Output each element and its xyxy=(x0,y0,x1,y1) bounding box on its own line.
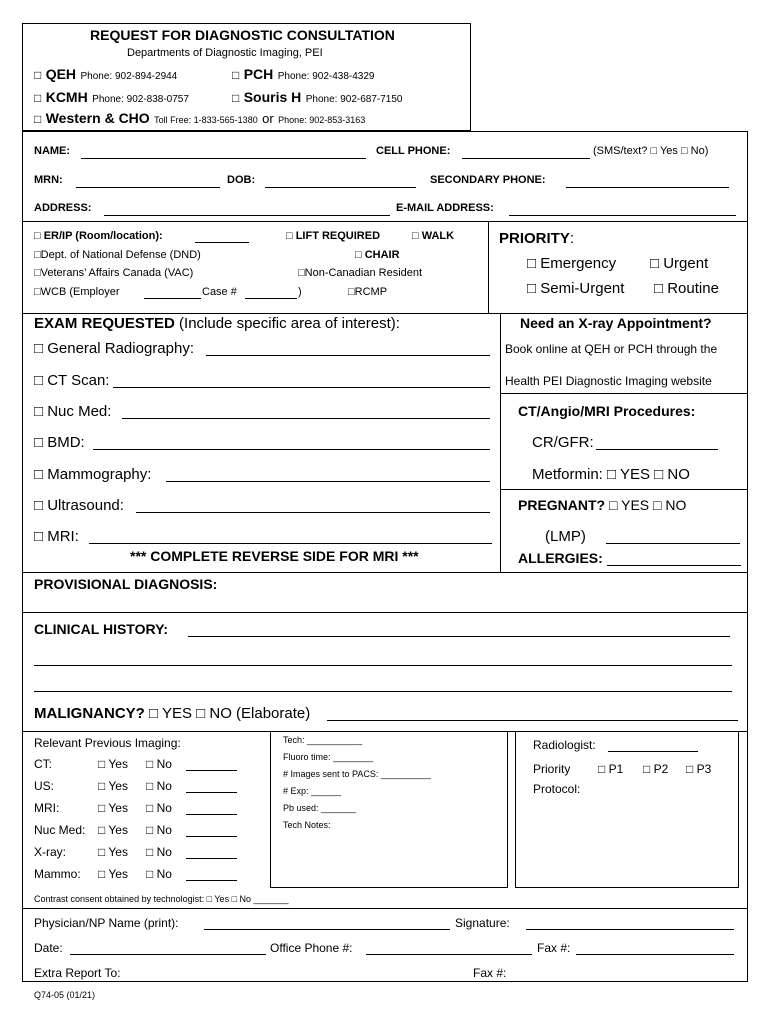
lmp-field[interactable] xyxy=(606,543,740,544)
extra-fax-label: Fax #: xyxy=(473,966,507,980)
previous-imaging-detail-field[interactable] xyxy=(186,792,237,793)
address-label: ADDRESS: xyxy=(34,202,92,214)
tech-notes-label: Tech Notes: xyxy=(283,820,331,830)
western-or: or xyxy=(262,111,274,126)
exam-ultrasound-field[interactable] xyxy=(136,512,490,513)
exam-heading-label: EXAM REQUESTED xyxy=(34,315,175,332)
mrn-label: MRN: xyxy=(34,174,63,186)
email-field[interactable] xyxy=(509,215,736,216)
exam-nuc-med-field[interactable] xyxy=(122,418,490,419)
site-pch-option[interactable] xyxy=(232,67,374,83)
clinical-history-label: CLINICAL HISTORY: xyxy=(34,621,169,637)
kcmh-checkbox[interactable]: □ xyxy=(34,91,42,105)
allergies-field[interactable] xyxy=(607,565,741,566)
site-souris-option[interactable] xyxy=(232,90,402,106)
divider-diagnosis-top xyxy=(22,572,748,573)
priority-colon: : xyxy=(569,230,575,247)
exam-general-radiography-field[interactable] xyxy=(206,355,490,356)
cr-gfr-label: CR/GFR: xyxy=(532,434,594,451)
form-subtitle: Departments of Diagnostic Imaging, PEI xyxy=(127,47,323,59)
malignancy-label: MALIGNANCY? xyxy=(34,705,145,722)
address-field[interactable] xyxy=(104,215,390,216)
radiologist-field[interactable] xyxy=(608,751,698,752)
previous-imaging-heading: Relevant Previous Imaging: xyxy=(34,736,181,750)
qeh-checkbox[interactable]: □ xyxy=(34,68,42,82)
cell-phone-label: CELL PHONE: xyxy=(376,145,451,157)
secondary-phone-label: SECONDARY PHONE: xyxy=(430,174,546,186)
fluoro-time-field[interactable]: Fluoro time: ________ xyxy=(283,752,374,762)
priority-p2-option[interactable]: □ P2 xyxy=(643,762,669,776)
dnd-option[interactable]: □Dept. of National Defense (DND) xyxy=(34,249,201,261)
exam-mammography-option[interactable]: □ Mammography: xyxy=(34,466,152,483)
malignancy-elaborate-field[interactable] xyxy=(327,720,738,721)
xray-booking-line2: Health PEI Diagnostic Imaging website xyxy=(505,374,712,388)
divider-exam-top xyxy=(22,313,748,314)
clinical-history-line3[interactable] xyxy=(34,691,732,692)
divider-pregnancy-top xyxy=(500,489,748,490)
exam-heading xyxy=(34,316,400,331)
clinical-history-line1[interactable] xyxy=(188,636,730,637)
previous-imaging-yes-option[interactable]: □ Yes xyxy=(98,801,128,815)
previous-imaging-yes-option[interactable]: □ Yes xyxy=(98,757,128,771)
name-field[interactable] xyxy=(81,158,366,159)
priority-p1-option[interactable]: □ P1 xyxy=(598,762,624,776)
radiologist-priority-label: Priority xyxy=(533,762,571,776)
clinical-history-line2[interactable] xyxy=(34,665,732,666)
sms-option[interactable]: (SMS/text? □ Yes □ No) xyxy=(593,145,709,157)
western-tollfree: Toll Free: 1-833-565-1380 xyxy=(154,115,258,125)
allergies-label: ALLERGIES: xyxy=(518,550,603,566)
cr-gfr-field[interactable] xyxy=(596,449,718,450)
rcmp-option[interactable]: □RCMP xyxy=(348,286,388,298)
divider-physician-top xyxy=(22,908,748,909)
souris-label: Souris H xyxy=(243,89,302,105)
cell-phone-field[interactable] xyxy=(462,158,590,159)
physician-name-field[interactable] xyxy=(204,929,450,930)
exam-nuc-med-option[interactable]: □ Nuc Med: xyxy=(34,403,112,420)
vac-option[interactable]: □Veterans’ Affairs Canada (VAC) xyxy=(34,267,194,279)
priority-urgent-option[interactable]: □ Urgent xyxy=(650,255,709,272)
form-title: REQUEST FOR DIAGNOSTIC CONSULTATION xyxy=(90,27,395,43)
pb-used-field[interactable]: Pb used: _______ xyxy=(283,803,357,813)
walk-option[interactable]: □ WALK xyxy=(412,230,455,242)
email-label: E-MAIL ADDRESS: xyxy=(396,202,494,214)
dob-label: DOB: xyxy=(227,174,256,186)
fax-field[interactable] xyxy=(576,954,734,955)
signature-label: Signature: xyxy=(455,916,510,930)
name-label: NAME: xyxy=(34,145,71,157)
provisional-diagnosis-label: PROVISIONAL DIAGNOSIS: xyxy=(34,576,218,592)
malignancy-question[interactable] xyxy=(34,706,310,721)
previous-imaging-no-option[interactable]: □ No xyxy=(146,779,172,793)
wcb-close-paren: ) xyxy=(298,286,302,298)
pregnant-question[interactable] xyxy=(518,498,686,512)
divider-history-top xyxy=(22,612,748,613)
dob-field[interactable] xyxy=(265,187,416,188)
images-sent-field[interactable]: # Images sent to PACS: __________ xyxy=(283,769,431,779)
kcmh-phone: Phone: 902-838-0757 xyxy=(92,94,189,105)
lift-required-option[interactable]: □ LIFT REQUIRED xyxy=(286,230,381,242)
exam-ct-option[interactable]: □ CT Scan: xyxy=(34,372,110,389)
exam-bmd-option[interactable]: □ BMD: xyxy=(34,434,85,451)
secondary-phone-field[interactable] xyxy=(566,187,729,188)
western-label: Western & CHO xyxy=(45,110,150,126)
priority-p3-option[interactable]: □ P3 xyxy=(686,762,712,776)
previous-imaging-detail-field[interactable] xyxy=(186,858,237,859)
er-ip-location-field[interactable] xyxy=(195,242,249,243)
previous-imaging-no-option[interactable]: □ No xyxy=(146,845,172,859)
site-western-option[interactable] xyxy=(34,111,365,127)
kcmh-label: KCMH xyxy=(45,89,88,105)
exam-ultrasound-option[interactable]: □ Ultrasound: xyxy=(34,497,124,514)
exam-mri-field[interactable] xyxy=(89,543,492,544)
pregnant-options[interactable]: □ YES □ NO xyxy=(609,497,687,513)
previous-imaging-detail-field[interactable] xyxy=(186,836,237,837)
priority-heading xyxy=(499,231,574,246)
radiologist-label: Radiologist: xyxy=(533,738,596,752)
western-checkbox[interactable]: □ xyxy=(34,112,42,126)
wcb-option[interactable]: □WCB (Employer xyxy=(34,286,120,298)
metformin-option[interactable]: Metformin: □ YES □ NO xyxy=(532,466,690,483)
qeh-phone: Phone: 902-894-2944 xyxy=(80,71,178,82)
exam-mammography-field[interactable] xyxy=(166,481,490,482)
radiologist-box xyxy=(515,731,739,888)
chair-option[interactable]: □ CHAIR xyxy=(355,249,400,261)
priority-routine-option[interactable]: □ Routine xyxy=(654,280,719,297)
exam-bmd-field[interactable] xyxy=(93,449,490,450)
tech-field[interactable]: Tech: ___________ xyxy=(283,735,363,745)
priority-divider xyxy=(488,221,489,313)
form-code: Q74-05 (01/21) xyxy=(34,990,96,1000)
western-phone: Phone: 902-853-3163 xyxy=(278,115,366,125)
qeh-label: QEH xyxy=(45,66,77,82)
date-label: Date: xyxy=(34,941,63,955)
exam-general-radiography-option[interactable]: □ General Radiography: xyxy=(34,340,194,357)
site-kcmh-option[interactable] xyxy=(34,90,189,106)
previous-imaging-no-option[interactable]: □ No xyxy=(146,823,172,837)
previous-imaging-no-option[interactable]: □ No xyxy=(146,757,172,771)
wcb-case-label: Case # xyxy=(202,286,237,298)
previous-imaging-yes-option[interactable]: □ Yes xyxy=(98,823,128,837)
non-canadian-option[interactable]: □Non-Canadian Resident xyxy=(298,267,423,279)
mrn-field[interactable] xyxy=(76,187,220,188)
previous-imaging-detail-field[interactable] xyxy=(186,814,237,815)
previous-imaging-no-option[interactable]: □ No xyxy=(146,867,172,881)
previous-imaging-detail-field[interactable] xyxy=(186,880,237,881)
xray-booking-line1: Book online at QEH or PCH through the xyxy=(505,342,718,356)
exam-mri-option[interactable]: □ MRI: xyxy=(34,528,79,545)
date-field[interactable] xyxy=(70,954,266,955)
xray-appointment-heading: Need an X-ray Appointment? xyxy=(520,315,712,331)
wcb-case-field[interactable] xyxy=(245,298,297,299)
exam-right-divider xyxy=(500,313,501,572)
souris-checkbox[interactable]: □ xyxy=(232,91,240,105)
souris-phone: Phone: 902-687-7150 xyxy=(305,94,403,105)
contrast-consent-option[interactable]: Contrast consent obtained by technologist: □ Yes □ No _______ xyxy=(34,894,289,904)
exam-ct-field[interactable] xyxy=(113,387,490,388)
exam-heading-note: (Include specific area of interest): xyxy=(179,315,400,332)
previous-imaging-label: Mammo: xyxy=(34,867,81,881)
previous-imaging-no-option[interactable]: □ No xyxy=(146,801,172,815)
pregnant-label: PREGNANT? xyxy=(518,497,606,513)
site-qeh-option[interactable] xyxy=(34,67,177,83)
protocol-label: Protocol: xyxy=(533,782,581,796)
previous-imaging-label: US: xyxy=(34,779,55,793)
previous-imaging-label: MRI: xyxy=(34,801,60,815)
priority-label: PRIORITY xyxy=(499,230,570,247)
procedures-heading: CT/Angio/MRI Procedures: xyxy=(518,403,696,419)
previous-imaging-yes-option[interactable]: □ Yes xyxy=(98,867,128,881)
exposure-field[interactable]: # Exp: ______ xyxy=(283,786,342,796)
previous-imaging-label: X-ray: xyxy=(34,845,67,859)
malignancy-options[interactable]: □ YES □ NO (Elaborate) xyxy=(149,705,311,722)
pch-label: PCH xyxy=(243,66,274,82)
priority-semi-urgent-option[interactable]: □ Semi-Urgent xyxy=(527,280,625,297)
extra-report-label: Extra Report To: xyxy=(34,966,121,980)
previous-imaging-label: CT: xyxy=(34,757,52,771)
lmp-label: (LMP) xyxy=(545,528,586,545)
previous-imaging-label: Nuc Med: xyxy=(34,823,86,837)
physician-name-label: Physician/NP Name (print): xyxy=(34,916,179,930)
office-phone-field[interactable] xyxy=(366,954,532,955)
office-phone-label: Office Phone #: xyxy=(270,941,353,955)
fax-label: Fax #: xyxy=(537,941,571,955)
wcb-employer-field[interactable] xyxy=(144,298,201,299)
signature-field[interactable] xyxy=(526,929,734,930)
previous-imaging-detail-field[interactable] xyxy=(186,770,237,771)
er-ip-option[interactable]: □ ER/IP (Room/location): xyxy=(34,230,163,242)
pch-phone: Phone: 902-438-4329 xyxy=(277,71,375,82)
pch-checkbox[interactable]: □ xyxy=(232,68,240,82)
divider-procedures-top xyxy=(500,393,748,394)
mri-reverse-note: *** COMPLETE REVERSE SIDE FOR MRI *** xyxy=(130,548,419,564)
previous-imaging-yes-option[interactable]: □ Yes xyxy=(98,779,128,793)
previous-imaging-yes-option[interactable]: □ Yes xyxy=(98,845,128,859)
divider-status-top xyxy=(22,221,748,222)
priority-emergency-option[interactable]: □ Emergency xyxy=(527,255,617,272)
